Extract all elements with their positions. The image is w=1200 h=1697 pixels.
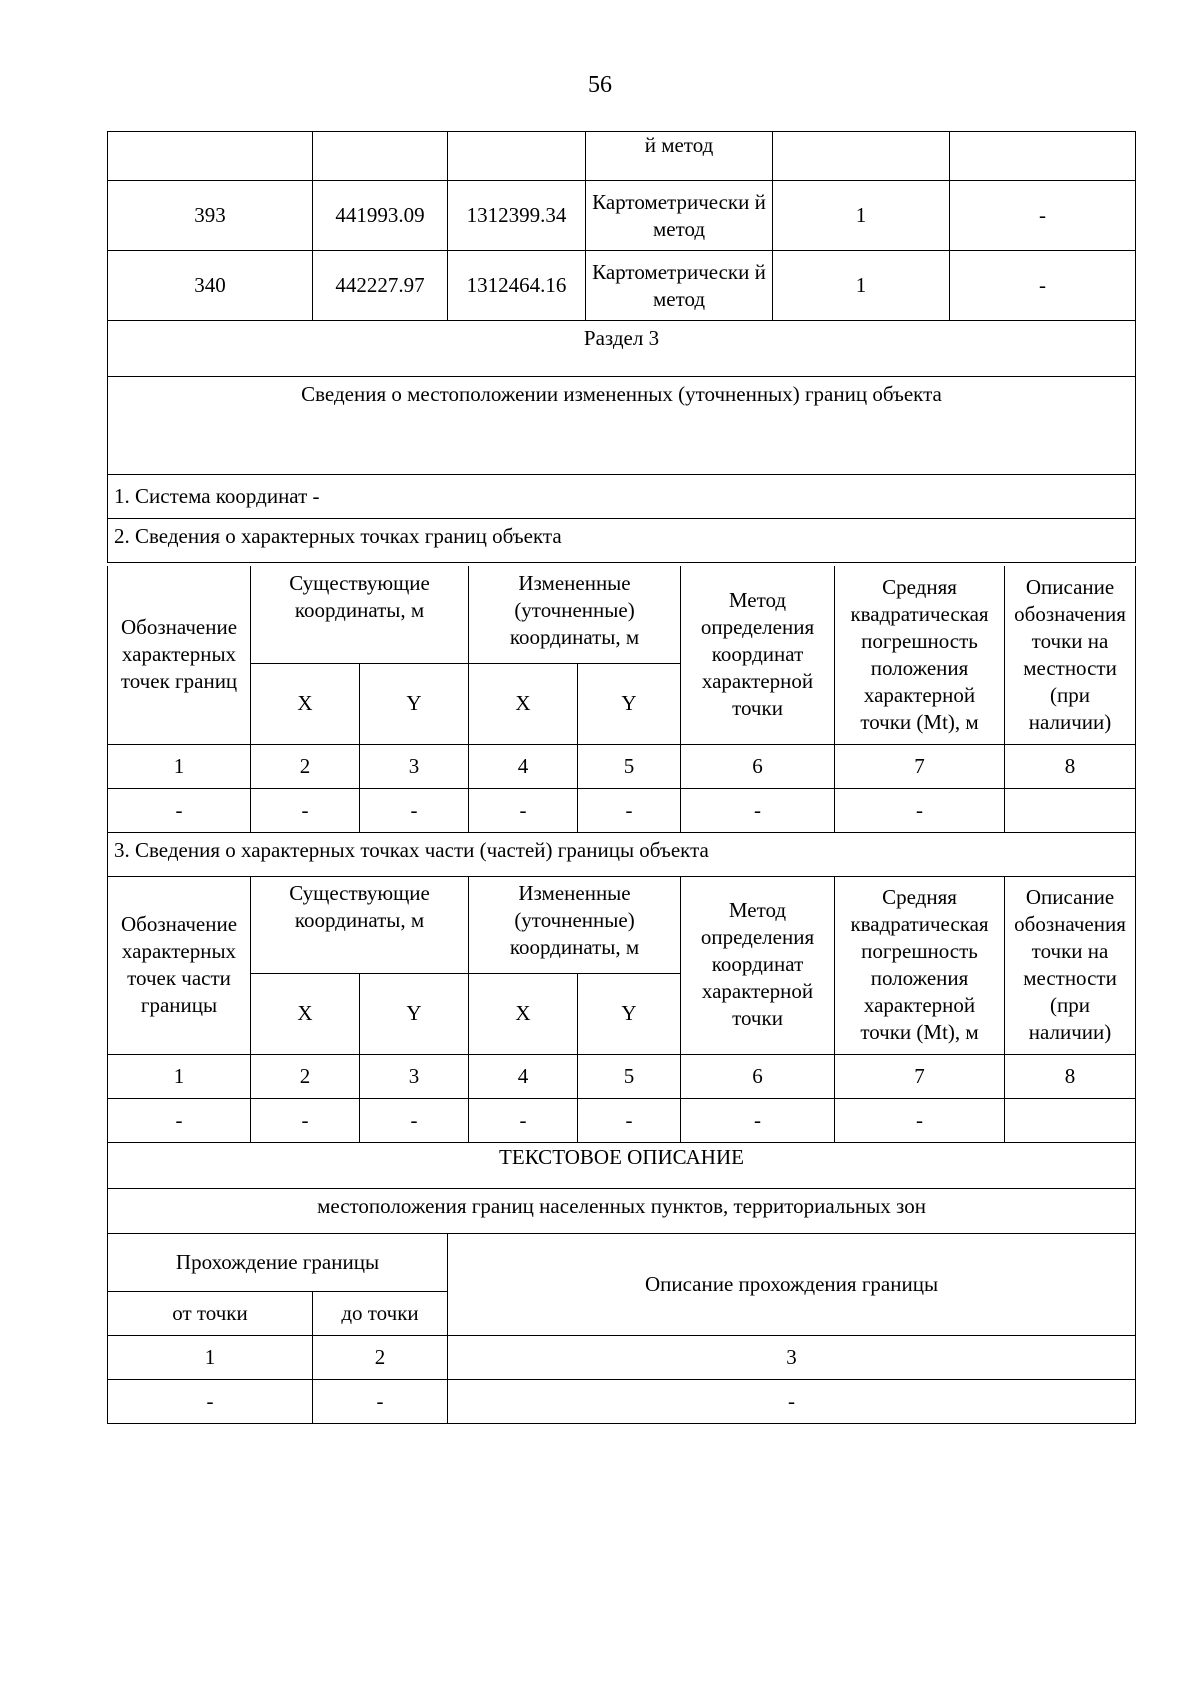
empty-cell: - [835,1098,1005,1142]
accuracy-cell: 1 [773,251,950,321]
text-description-title: ТЕКСТОВОЕ ОПИСАНИЕ [108,1142,1136,1188]
table-row [108,132,1136,181]
coordinate-system: 1. Система координат - [108,475,1136,519]
table-row [108,251,1136,321]
x-header: X [469,973,578,1054]
x-header: X [251,973,360,1054]
column-number: 7 [835,744,1005,788]
designation-header: Обозначение характерных точек границ [108,566,251,744]
method-cell: Картометрически й метод [586,251,773,321]
column-number: 2 [251,1054,360,1098]
empty-cell: - [469,1098,578,1142]
section-subtitle: Сведения о местоположении измененных (уточненных) границ объекта [108,377,1136,475]
boundary-parts-table [107,876,1136,1143]
column-number: 1 [108,1054,251,1098]
empty-cell: - [360,1098,469,1142]
description-cell: - [950,251,1136,321]
accuracy-header: Средняя квадратическая погрешность положения характерной точки (Mt), м [835,876,1005,1054]
table-header-row [108,876,1136,973]
table-row [108,1188,1136,1233]
empty-cell: - [681,1098,835,1142]
column-number-row [108,1054,1136,1098]
from-point-header: от точки [108,1291,313,1335]
column-number: 7 [835,1054,1005,1098]
empty-cell: - [835,788,1005,832]
column-number: 5 [578,1054,681,1098]
table-header-row [108,566,1136,663]
table-row [108,377,1136,475]
column-number-row [108,1335,1136,1379]
empty-cell: - [578,1098,681,1142]
existing-coordinates-header: Существующие координаты, м [251,876,469,973]
empty-cell: - [313,1379,448,1423]
y-cell: 1312464.16 [448,251,586,321]
column-number: 6 [681,1054,835,1098]
column-number-row [108,744,1136,788]
empty-cell [1005,788,1136,832]
designation-header: Обозначение характерных точек части границы [108,876,251,1054]
changed-coordinates-header: Измененные (уточненные) координаты, м [469,566,681,663]
y-cell: 1312399.34 [448,181,586,251]
y-header: Y [578,663,681,744]
table-row [108,519,1136,563]
empty-cell: - [469,788,578,832]
table-row [108,321,1136,377]
passage-description-header: Описание прохождения границы [448,1233,1136,1335]
section-title: Раздел 3 [108,321,1136,377]
column-number: 8 [1005,1054,1136,1098]
description-header: Описание обозначения точки на местности (при наличии) [1005,566,1136,744]
passage-header: Прохождение границы [108,1233,448,1291]
empty-cell: - [108,788,251,832]
to-point-header: до точки [313,1291,448,1335]
empty-cell: - [360,788,469,832]
y-header: Y [360,973,469,1054]
empty-cell: - [108,1098,251,1142]
points-heading: 2. Сведения о характерных точках границ объекта [108,519,1136,563]
x-header: X [469,663,578,744]
table-row [108,181,1136,251]
column-number: 6 [681,744,835,788]
point-cell: 340 [108,251,313,321]
column-number: 2 [251,744,360,788]
y-header: Y [578,973,681,1054]
column-number: 1 [108,744,251,788]
boundary-points-table [107,566,1136,877]
accuracy-cell: 1 [773,181,950,251]
table-row [108,1098,1136,1142]
method-cell: й метод [586,132,773,181]
page-number: 56 [588,72,612,98]
text-description-subtitle: местоположения границ населенных пунктов, территориальных зон [108,1188,1136,1233]
parts-heading: 3. Сведения о характерных точках части (частей) границы объекта [108,832,1136,876]
x-cell: 441993.09 [313,181,448,251]
column-number: 1 [108,1335,313,1379]
empty-cell: - [251,1098,360,1142]
x-cell: 442227.97 [313,251,448,321]
column-number: 2 [313,1335,448,1379]
table-row [108,788,1136,832]
table-row [108,475,1136,519]
description-cell: - [950,181,1136,251]
changed-coordinates-header: Измененные (уточненные) координаты, м [469,876,681,973]
empty-cell: - [681,788,835,832]
method-header: Метод определения координат характерной точки [681,876,835,1054]
accuracy-header: Средняя квадратическая погрешность положения характерной точки (Mt), м [835,566,1005,744]
text-description-table [107,1142,1136,1424]
table-header-row [108,1233,1136,1291]
column-number: 5 [578,744,681,788]
empty-cell: - [108,1379,313,1423]
table-row [108,1142,1136,1188]
column-number: 4 [469,1054,578,1098]
method-header: Метод определения координат характерной точки [681,566,835,744]
column-number: 3 [360,744,469,788]
column-number: 8 [1005,744,1136,788]
column-number: 3 [360,1054,469,1098]
column-number: 3 [448,1335,1136,1379]
table-row [108,1379,1136,1423]
continuation-table [107,131,1136,563]
column-number: 4 [469,744,578,788]
empty-cell: - [251,788,360,832]
x-header: X [251,663,360,744]
empty-cell: - [448,1379,1136,1423]
empty-cell: - [578,788,681,832]
description-header: Описание обозначения точки на местности (при наличии) [1005,876,1136,1054]
empty-cell [1005,1098,1136,1142]
point-cell: 393 [108,181,313,251]
y-header: Y [360,663,469,744]
table-row [108,832,1136,876]
existing-coordinates-header: Существующие координаты, м [251,566,469,663]
method-cell: Картометрически й метод [586,181,773,251]
